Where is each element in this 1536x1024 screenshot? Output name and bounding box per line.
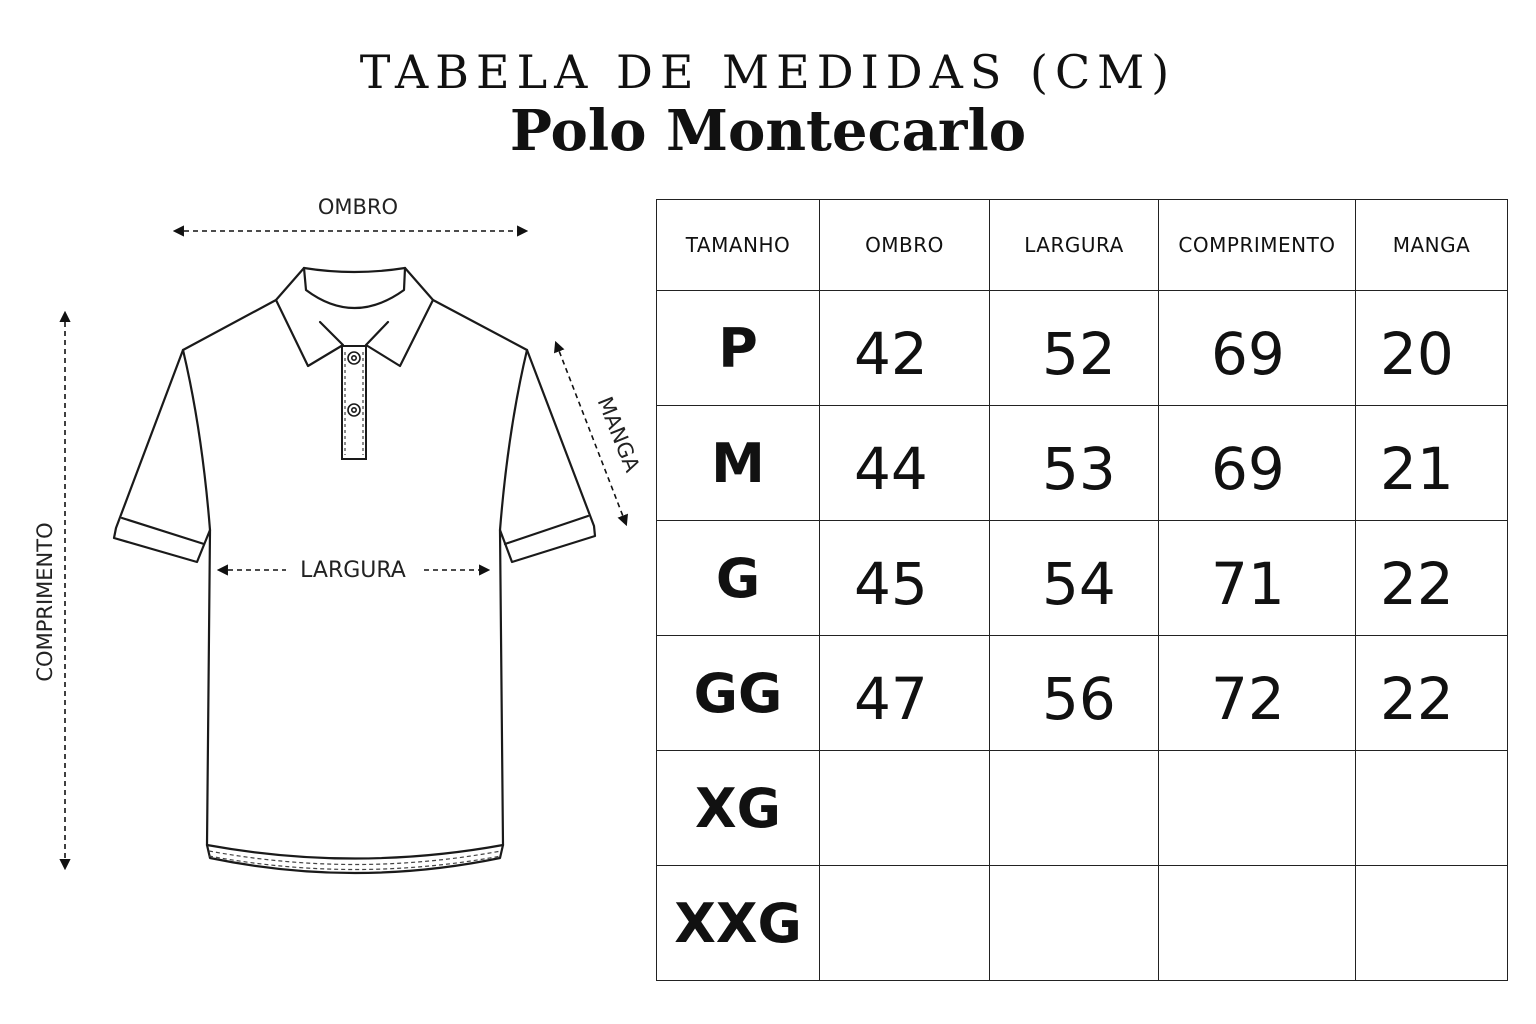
- size-cell: G: [657, 521, 820, 636]
- size-cell: XG: [657, 751, 820, 866]
- shoulder-cell: 47: [820, 636, 990, 751]
- shoulder-cell: 42: [820, 291, 990, 406]
- table-row: [657, 291, 1508, 406]
- size-cell: P: [657, 291, 820, 406]
- length-cell: 71: [1159, 521, 1356, 636]
- length-cell: 69: [1159, 291, 1356, 406]
- product-name: Polo Montecarlo: [509, 98, 1027, 164]
- table-row: [657, 636, 1508, 751]
- header-length: COMPRIMENTO: [1159, 200, 1356, 291]
- length-cell: 72: [1159, 636, 1356, 751]
- width-cell: [990, 866, 1159, 981]
- size-cell: M: [657, 406, 820, 521]
- chart-heading: TABELA DE MEDIDAS (CM): [359, 45, 1177, 99]
- header-width: LARGURA: [990, 200, 1159, 291]
- width-cell: 56: [990, 636, 1159, 751]
- hem-stitching: [209, 851, 501, 870]
- placket: [342, 346, 366, 459]
- width-cell: 53: [990, 406, 1159, 521]
- shoulder-cell: 44: [820, 406, 990, 521]
- sleeve-cell: [1356, 866, 1508, 981]
- length-cell: [1159, 751, 1356, 866]
- length-cell: 69: [1159, 406, 1356, 521]
- shoulder-label: OMBRO: [317, 195, 399, 219]
- size-cell: XXG: [657, 866, 820, 981]
- length-cell: [1159, 866, 1356, 981]
- header-size: TAMANHO: [657, 200, 820, 291]
- header-shoulder: OMBRO: [820, 200, 990, 291]
- sleeve-cell: 20: [1356, 291, 1508, 406]
- table-row: [657, 521, 1508, 636]
- shoulder-cell: [820, 866, 990, 981]
- sleeve-cell: [1356, 751, 1508, 866]
- width-cell: 54: [990, 521, 1159, 636]
- table-row: [657, 406, 1508, 521]
- table-row: [657, 866, 1508, 981]
- polo-shirt-diagram: [0, 0, 650, 1024]
- width-cell: [990, 751, 1159, 866]
- sleeve-label: MANGA: [592, 393, 645, 476]
- header-sleeve: MANGA: [1356, 200, 1508, 291]
- sleeve-cell: 22: [1356, 636, 1508, 751]
- shoulder-cell: [820, 751, 990, 866]
- table-row: [657, 751, 1508, 866]
- length-label: COMPRIMENTO: [33, 522, 57, 682]
- size-cell: GG: [657, 636, 820, 751]
- size-table: [656, 199, 1508, 981]
- sleeve-cell: 22: [1356, 521, 1508, 636]
- table-header-row: [657, 200, 1508, 291]
- shoulder-cell: 45: [820, 521, 990, 636]
- width-cell: 52: [990, 291, 1159, 406]
- width-label: LARGURA: [300, 558, 406, 583]
- button-icon: [348, 352, 360, 416]
- sleeve-cell: 21: [1356, 406, 1508, 521]
